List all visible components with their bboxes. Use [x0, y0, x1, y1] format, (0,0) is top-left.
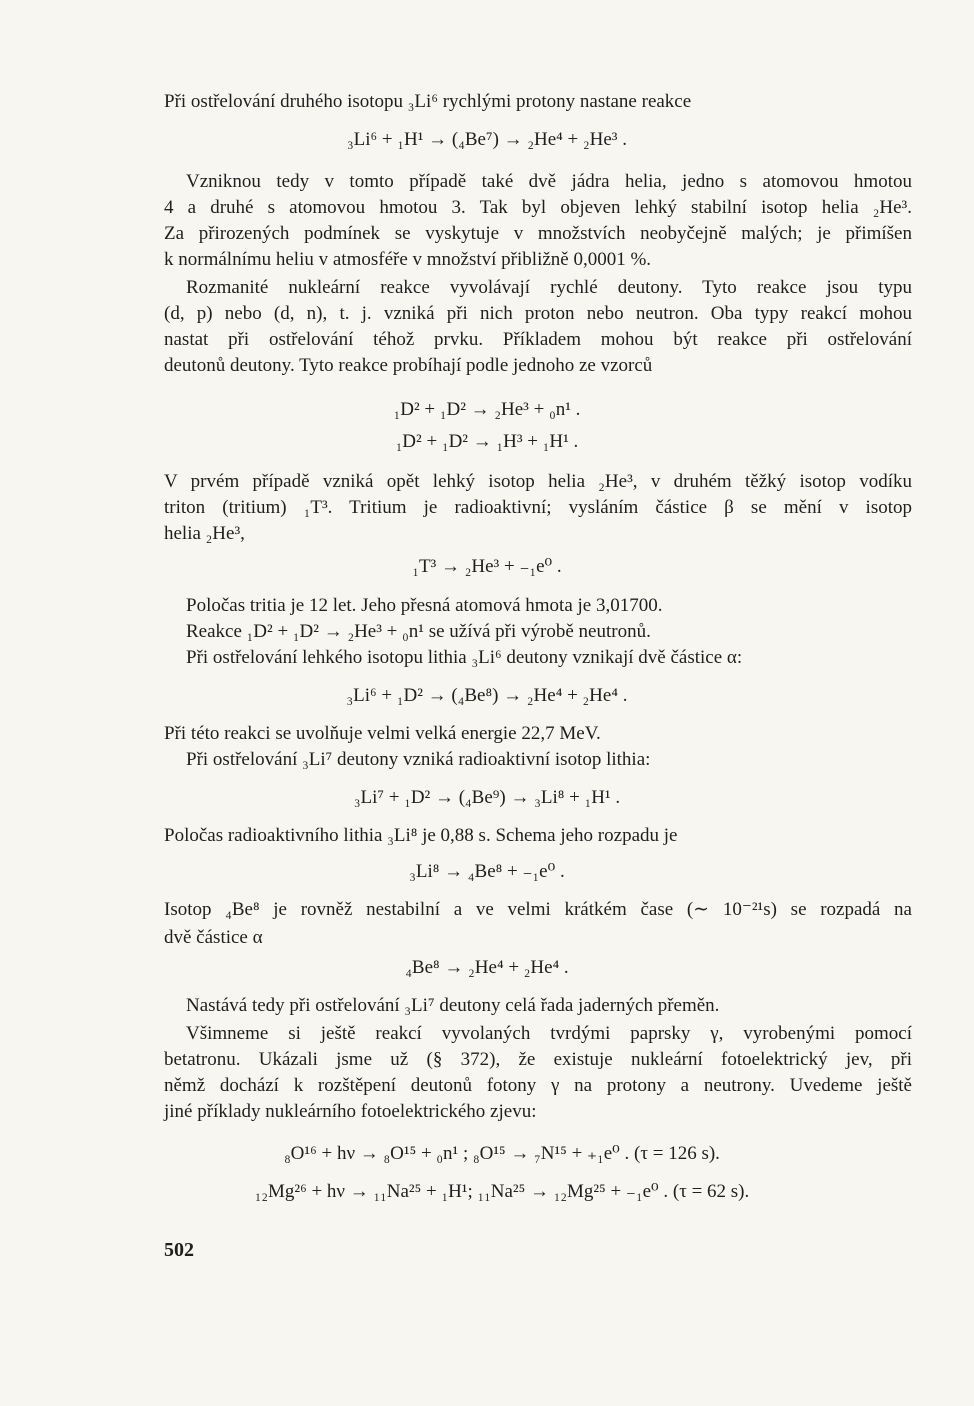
equation-li6-deutons: ₃Li⁶ + ₁D² → (₄Be⁸) → ₂He⁴ + ₂He⁴ . — [346, 685, 628, 706]
paragraph-line: Reakce ₁D² + ₁D² → ₂He³ + ₀n¹ se užívá při výrobě neutronů. — [186, 621, 651, 642]
paragraph-line: Poločas tritia je 12 let. Jeho přesná atomová hmota je 3,01700. — [186, 595, 663, 616]
paragraph-line: triton (tritium) ₁T³. Tritium je radioaktivní; vysláním částice β se mění v isotop — [164, 497, 912, 518]
paragraph-line: 4 a druhé s atomovou hmotou 3. Tak byl objeven lehký stabilní isotop helia ₂He³. — [164, 197, 912, 218]
paragraph-line: němž dochází k rozštěpení deutonů fotony γ na protony a neutrony. Uvedeme ještě — [164, 1075, 912, 1096]
equation-oxygen-photo: ₈O¹⁶ + hν → ₈O¹⁵ + ₀n¹ ; ₈O¹⁵ → ₇N¹⁵ + ₊₁e⁰ . (τ = 126 s). — [284, 1143, 720, 1164]
equation-dd-h3: ₁D² + ₁D² → ₁H³ + ₁H¹ . — [395, 431, 579, 452]
paragraph-line: Při ostřelování ₃Li⁷ deutony vzniká radioaktivní isotop lithia: — [186, 749, 651, 770]
page-number: 502 — [164, 1239, 194, 1261]
paragraph-line: Při této reakci se uvolňuje velmi velká energie 22,7 MeV. — [164, 723, 601, 744]
paragraph-line: helia ₂He³, — [164, 523, 245, 544]
paragraph-line: Všimneme si ještě reakcí vyvolaných tvrdými paprsky γ, vyrobenými pomocí — [186, 1023, 912, 1044]
paragraph-line: Vzniknou tedy v tomto případě také dvě jádra helia, jedno s atomovou hmotou — [186, 171, 912, 192]
paragraph-line: Poločas radioaktivního lithia ₃Li⁸ je 0,88 s. Schema jeho rozpadu je — [164, 825, 678, 846]
paragraph-intro: Při ostřelování druhého isotopu ₃Li⁶ rychlými protony nastane reakce — [164, 91, 692, 112]
paragraph-line: Rozmanité nukleární reakce vyvolávají rychlé deutony. Tyto reakce jsou typu — [186, 277, 912, 298]
equation-tritium-decay: ₁T³ → ₂He³ + ₋₁e⁰ . — [412, 556, 562, 577]
equation-magnesium-photo: ₁₂Mg²⁶ + hν → ₁₁Na²⁵ + ₁H¹; ₁₁Na²⁵ → ₁₂Mg²⁵ + ₋₁e⁰ . (τ = 62 s). — [254, 1181, 750, 1202]
paragraph-line: dvě částice α — [164, 927, 263, 948]
paragraph-line: V prvém případě vzniká opět lehký isotop helia ₂He³, v druhém těžký isotop vodíku — [164, 471, 912, 492]
paragraph-line: Za přirozených podmínek se vyskytuje v množstvích neobyčejně malých; je přimíšen — [164, 223, 912, 244]
paragraph-line: nastat při ostřelování téhož prvku. Příkladem mohou být reakce při ostřelování — [164, 329, 912, 350]
paragraph-line: Nastává tedy při ostřelování ₃Li⁷ deutony celá řada jaderných přeměn. — [186, 995, 720, 1016]
equation-li7-deutons: ₃Li⁷ + ₁D² → (₄Be⁹) → ₃Li⁸ + ₁H¹ . — [353, 787, 621, 808]
equation-li8-decay: ₃Li⁸ → ₄Be⁸ + ₋₁e⁰ . — [409, 861, 565, 882]
paragraph-line: jiné příklady nukleárního fotoelektrického zjevu: — [164, 1101, 537, 1122]
paragraph-line: (d, p) nebo (d, n), t. j. vzniká při nich proton nebo neutron. Oba typy reakcí mohou — [164, 303, 912, 324]
paragraph-line: Při ostřelování lehkého isotopu lithia ₃Li⁶ deutony vznikají dvě částice α: — [186, 647, 743, 668]
paragraph-line: deutonů deutony. Tyto reakce probíhají podle jednoho ze vzorců — [164, 355, 653, 376]
equation-dd-he3: ₁D² + ₁D² → ₂He³ + ₀n¹ . — [393, 399, 581, 420]
paragraph-line: Isotop ₄Be⁸ je rovněž nestabilní a ve velmi krátkém čase (∼ 10⁻²¹s) se rozpadá na — [164, 899, 912, 920]
equation-be8-decay: ₄Be⁸ → ₂He⁴ + ₂He⁴ . — [405, 957, 569, 978]
paragraph-line: k normálnímu heliu v atmosféře v množství přibližně 0,0001 %. — [164, 249, 652, 270]
equation-li6-protons: ₃Li⁶ + ₁H¹ → (₄Be⁷) → ₂He⁴ + ₂He³ . — [347, 129, 627, 150]
paragraph-line: betatronu. Ukázali jsme už (§ 372), že existuje nukleární fotoelektrický jev, při — [164, 1049, 912, 1070]
